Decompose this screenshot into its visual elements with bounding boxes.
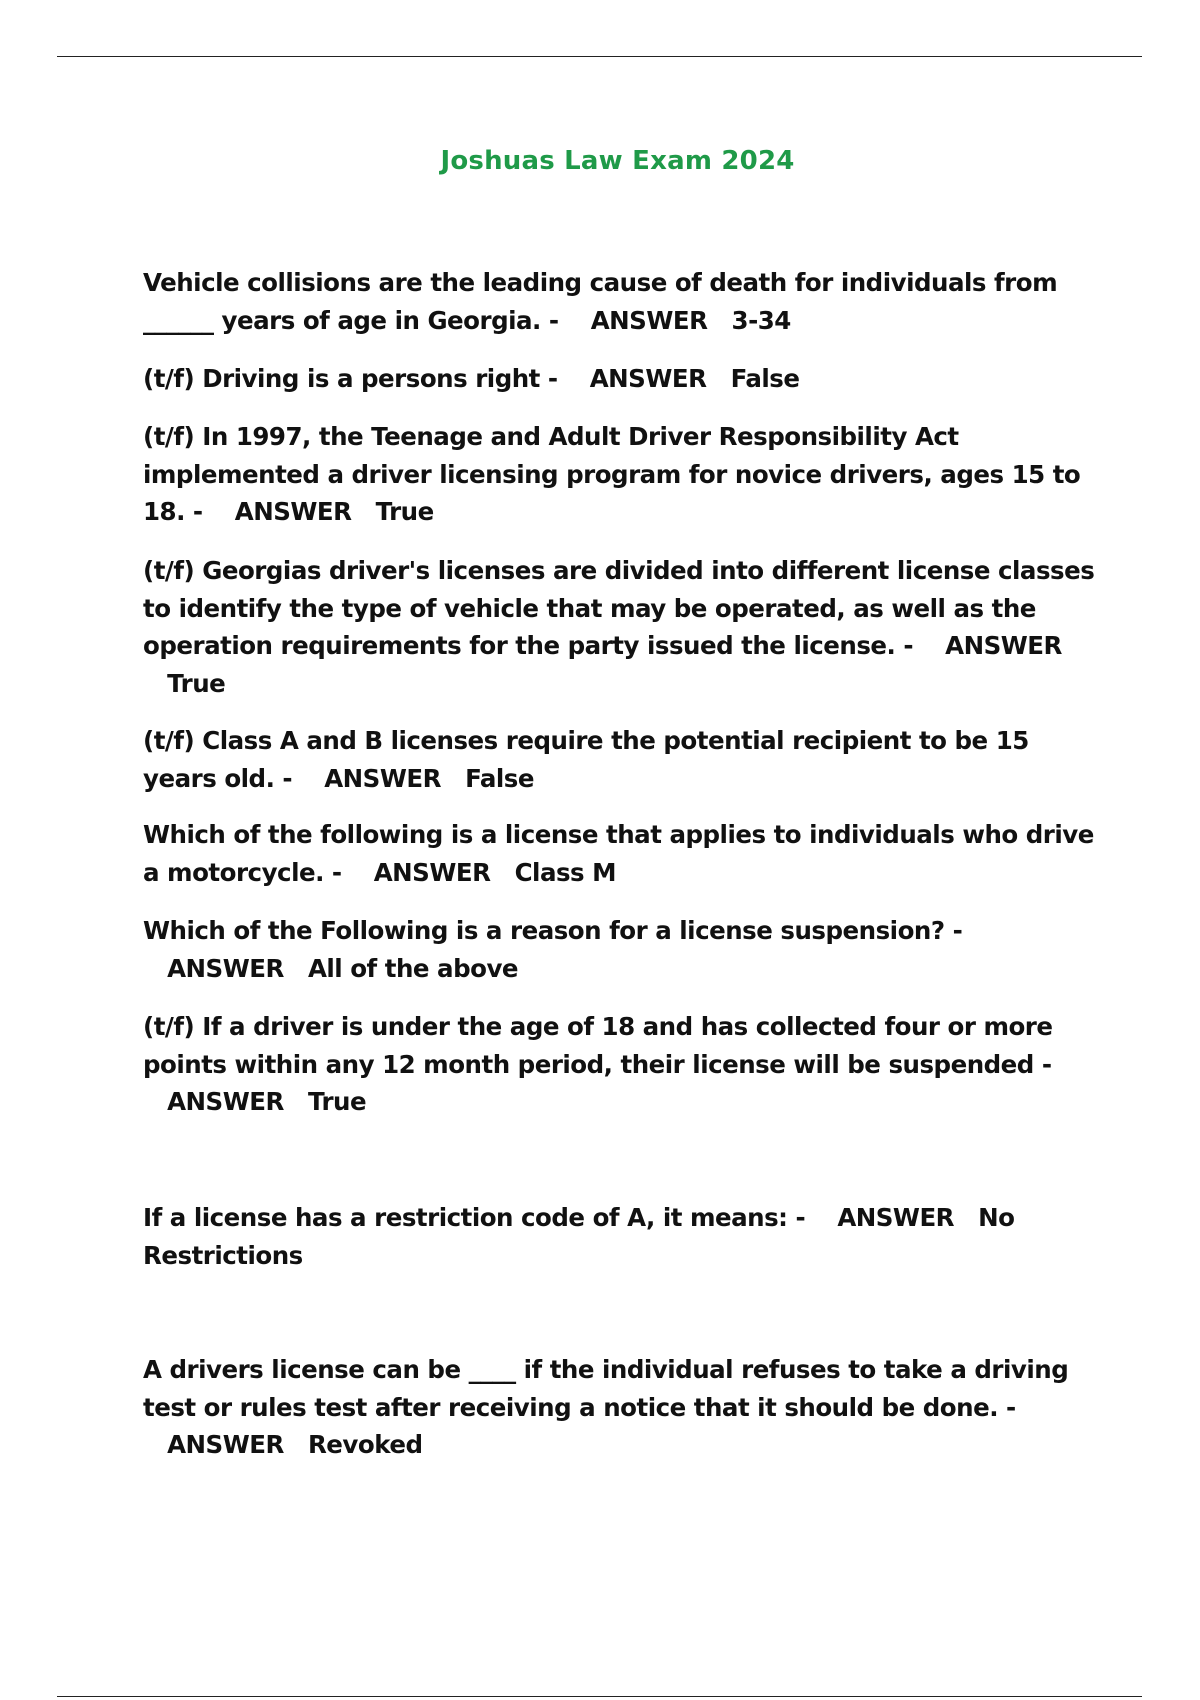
question-text: Vehicle collisions are the leading cause of death for individuals from ______ years of age in Georgia. - [143, 268, 1058, 335]
answer-label: ANSWER [590, 305, 708, 335]
question-text: (t/f) Georgias driver's licenses are divided into different license classes to identify the type of vehicle that may be operated, as well as the operation requirements for the party issued the license. - [143, 556, 1095, 660]
answer-text: False [730, 364, 800, 393]
question-text: (t/f) In 1997, the Teenage and Adult Driver Responsibility Act implemented a driver licensing program for novice drivers, ages 15 to 18. - [143, 422, 1081, 526]
answer-text: True [307, 1087, 367, 1116]
answer-text: All of the above [307, 953, 519, 983]
answer-label: ANSWER [945, 631, 1062, 660]
answer-text: True [167, 668, 226, 698]
question-text: (t/f) Class A and B licenses require the potential recipient to be 15 years old. - [143, 726, 1029, 793]
answer-label: ANSWER [373, 857, 491, 887]
qa-item-8 [143, 1008, 1103, 1121]
answer-text: True [375, 497, 434, 526]
qa-item-2 [143, 360, 1103, 398]
qa-item-10 [143, 1351, 1103, 1464]
answer-text: No Restrictions [143, 1203, 1015, 1270]
answer-label: ANSWER [234, 497, 352, 526]
question-text: If a license has a restriction code of A, it means: - [143, 1203, 806, 1232]
qa-item-3 [143, 418, 1103, 531]
question-text: (t/f) If a driver is under the age of 18 and has collected four or more points within any 12 month period, their license will be suspended - [143, 1012, 1053, 1079]
question-text: Which of the following is a license that applies to individuals who drive a motorcycle. - [143, 820, 1094, 887]
qa-item-4 [143, 552, 1103, 702]
qa-item-6 [143, 816, 1103, 891]
answer-label: ANSWER [837, 1203, 955, 1232]
answer-text: False [465, 763, 534, 793]
answer-label: ANSWER [589, 364, 707, 393]
bottom-rule [57, 1696, 1142, 1697]
answer-label: ANSWER [167, 953, 284, 983]
answer-text: 3-34 [731, 305, 791, 335]
question-text: Which of the Following is a reason for a license suspension? - [143, 916, 963, 945]
answer-label: ANSWER [324, 763, 441, 793]
question-text: (t/f) Driving is a persons right - [143, 364, 558, 393]
document-title: Joshuas Law Exam 2024 [440, 146, 795, 176]
answer-label: ANSWER [167, 1087, 284, 1116]
qa-item-5 [143, 722, 1103, 797]
question-text: A drivers license can be ____ if the individual refuses to take a driving test or rules test after receiving a notice that it should be done. - [143, 1355, 1069, 1422]
qa-item-9 [143, 1199, 1103, 1274]
answer-label: ANSWER [167, 1430, 284, 1459]
qa-item-1 [143, 264, 1103, 339]
top-rule [57, 56, 1142, 57]
qa-item-7 [143, 912, 1103, 987]
answer-text: Revoked [307, 1430, 423, 1459]
answer-text: Class M [514, 857, 617, 887]
